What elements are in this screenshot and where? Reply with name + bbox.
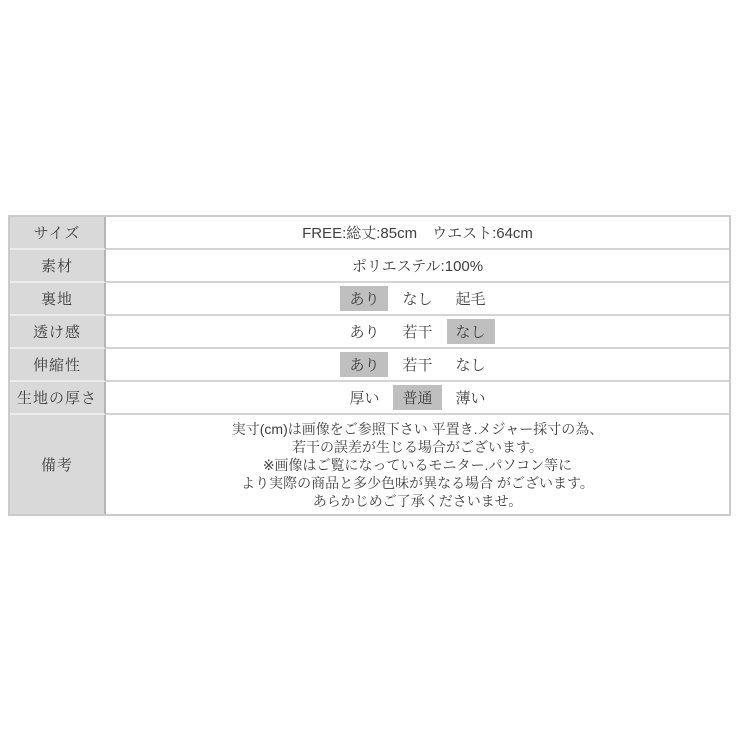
row-options-lining bbox=[106, 283, 729, 316]
table-row-remarks bbox=[10, 415, 729, 514]
remarks-line: あらかじめご了承くださいませ。 bbox=[312, 492, 523, 509]
row-label-lining: 裏地 bbox=[10, 283, 106, 316]
row-options-sheerness bbox=[106, 316, 729, 349]
remarks-line: 若干の誤差が生じる場合がございます。 bbox=[292, 438, 543, 455]
row-options-stretch bbox=[106, 349, 729, 382]
row-label-size: サイズ bbox=[10, 217, 106, 250]
option-sheerness-jakkan: 若干 bbox=[402, 324, 433, 341]
option-lining-ari: あり bbox=[340, 286, 388, 311]
remarks-line: ※画像はご覧になっているモニター.パソコン等に bbox=[262, 456, 573, 473]
table-row-stretch bbox=[10, 349, 729, 382]
row-label-sheerness: 透け感 bbox=[10, 316, 106, 349]
option-thickness-futsuu: 普通 bbox=[393, 385, 441, 410]
remarks-line: より実際の商品と多少色味が異なる場合 がございます。 bbox=[241, 474, 594, 491]
table-row-thickness bbox=[10, 382, 729, 415]
option-thickness-usui: 薄い bbox=[455, 390, 486, 407]
remarks-line: 実寸(cm)は画像をご参照下さい 平置き.メジャー採寸の為、 bbox=[231, 420, 604, 437]
row-label-material: 素材 bbox=[10, 250, 106, 283]
table-row-lining bbox=[10, 283, 729, 316]
option-thickness-atsui: 厚い bbox=[349, 390, 380, 407]
row-value-material: ポリエステル:100% bbox=[106, 250, 729, 283]
row-value-size: FREE:総丈:85cm ウエスト:64cm bbox=[106, 217, 729, 250]
option-stretch-ari: あり bbox=[340, 352, 388, 377]
table-row-size bbox=[10, 217, 729, 250]
option-sheerness-ari: あり bbox=[349, 324, 380, 341]
table-row-sheerness bbox=[10, 316, 729, 349]
option-lining-kimo: 起毛 bbox=[455, 291, 486, 308]
row-label-remarks: 備考 bbox=[10, 415, 106, 514]
option-lining-nashi: なし bbox=[402, 291, 433, 308]
option-stretch-jakkan: 若干 bbox=[402, 357, 433, 374]
option-stretch-nashi: なし bbox=[455, 357, 486, 374]
option-sheerness-nashi: なし bbox=[447, 319, 495, 344]
row-options-thickness bbox=[106, 382, 729, 415]
table-row-material bbox=[10, 250, 729, 283]
row-label-thickness: 生地の厚さ bbox=[10, 382, 106, 415]
row-label-stretch: 伸縮性 bbox=[10, 349, 106, 382]
row-value-remarks bbox=[106, 415, 729, 514]
product-spec-table bbox=[8, 215, 731, 516]
